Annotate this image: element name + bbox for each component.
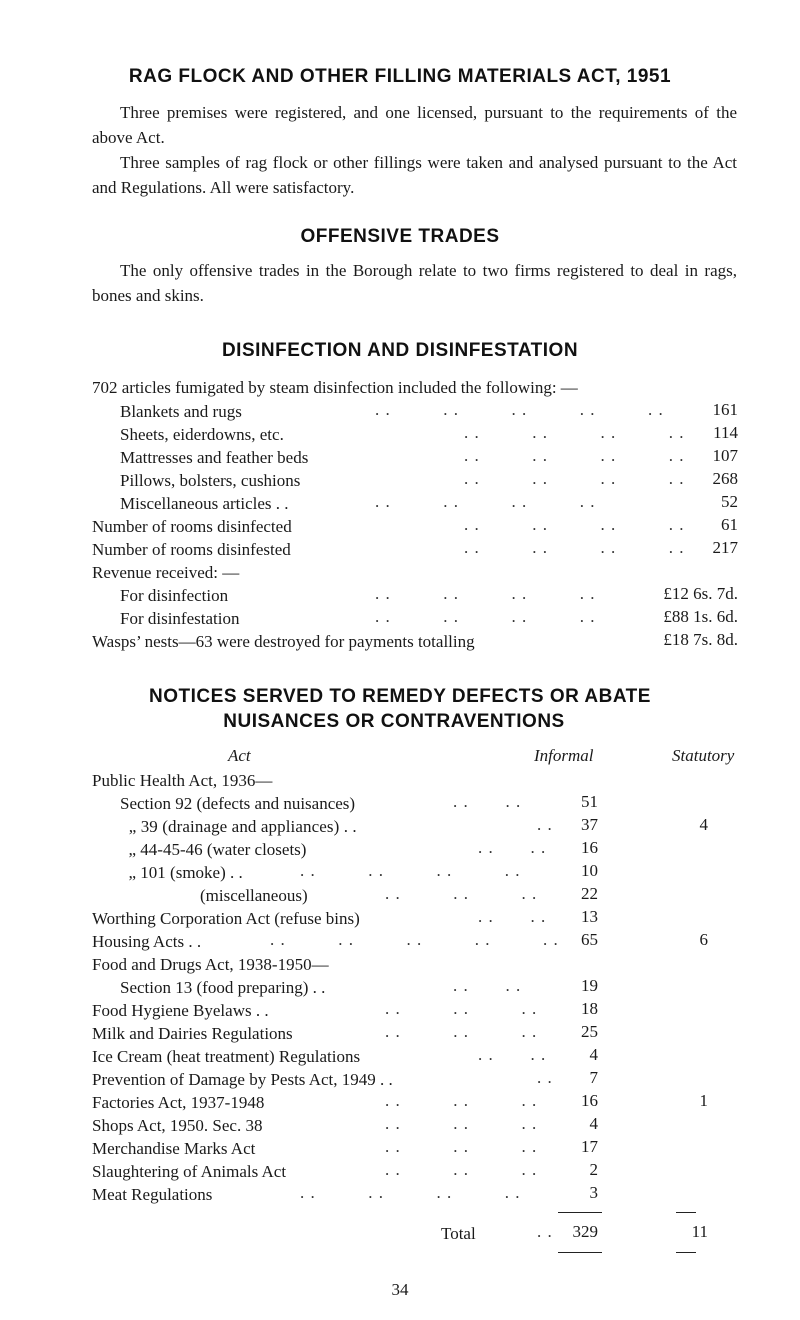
table-row-act: Worthing Corporation Act (refuse bins): [92, 909, 360, 928]
article-value: 107: [712, 446, 738, 465]
page-number: 34: [391, 1280, 409, 1299]
table-row-act: Merchandise Marks Act: [92, 1139, 256, 1158]
table-row-statutory: 6: [699, 930, 708, 949]
leader-dots: . . . .: [478, 1045, 547, 1064]
statutory-rule-top: [676, 1212, 696, 1213]
leader-dots: . . . . . . . .: [464, 446, 685, 465]
informal-rule-bottom: [558, 1252, 602, 1253]
table-row-informal: 17: [581, 1137, 598, 1156]
col-act-header: Act: [228, 746, 251, 765]
revenue-item-label: For disinfection: [120, 586, 229, 605]
leader-dots: . . . . . .: [385, 1137, 538, 1156]
table-row-informal: 51: [581, 792, 598, 811]
table-row-informal: 4: [589, 1114, 598, 1133]
informal-rule-top: [558, 1212, 602, 1213]
table-row-informal: 25: [581, 1022, 598, 1041]
article-label: Mattresses and feather beds: [120, 448, 309, 467]
table-row-act: [120, 815, 357, 838]
table-row-statutory: 1: [699, 1091, 708, 1110]
rag-flock-text: [92, 100, 737, 200]
statutory-rule-bottom: [676, 1252, 696, 1253]
table-row-informal: 65: [581, 930, 598, 949]
table-row-informal: 13: [581, 907, 598, 926]
offensive-trades-paragraph: The only offensive trades in the Borough relate to two firms registered to deal in rags, bones and skins.: [92, 261, 737, 305]
wasps-value: £18 7s. 8d.: [663, 630, 738, 649]
offensive-trades-heading: OFFENSIVE TRADES: [300, 226, 500, 247]
total-statutory: 11: [691, 1222, 708, 1241]
table-row-informal: 3: [589, 1183, 598, 1202]
rag-flock-heading: RAG FLOCK AND OTHER FILLING MATERIALS ACT, 1951: [128, 66, 672, 87]
leader-dots: . . . . . .: [385, 1114, 538, 1133]
article-label: Pillows, bolsters, cushions: [120, 471, 301, 490]
leader-dots: . . . .: [478, 907, 547, 926]
table-row-statutory: 4: [699, 815, 708, 834]
leader-dots: . . . . . .: [385, 1091, 538, 1110]
table-row-informal: 2: [589, 1160, 598, 1179]
table-row-informal: 37: [581, 815, 598, 834]
table-row-informal: 16: [581, 1091, 598, 1110]
notices-heading-line2: NUISANCES OR CONTRAVENTIONS: [223, 711, 565, 732]
disinfection-intro: 702 articles fumigated by steam disinfection included the following: —: [92, 378, 578, 397]
table-row-act-text: „ 101 (smoke) . .: [128, 863, 243, 882]
leader-dots: . .: [537, 815, 553, 834]
table-row-informal: 4: [589, 1045, 598, 1064]
table-row-informal: 10: [581, 861, 598, 880]
table-row-act: Prevention of Damage by Pests Act, 1949 . .: [92, 1070, 393, 1089]
rag-flock-paragraph-2: Three samples of rag flock or other fillings were taken and analysed pursuant to the Act and Regulations. All were satisfactory.: [92, 153, 737, 197]
rag-flock-paragraph-1: Three premises were registered, and one licensed, pursuant to the requirements of the above Act.: [92, 103, 737, 147]
table-row-act: Milk and Dairies Regulations: [92, 1024, 293, 1043]
table-row-act: Housing Acts . .: [92, 932, 202, 951]
article-value: 161: [712, 400, 738, 419]
article-label: Blankets and rugs: [120, 402, 242, 421]
leader-dots: . . . . . . . . . .: [375, 400, 664, 419]
leader-dots: . . . .: [478, 838, 547, 857]
rooms-value: 61: [721, 515, 738, 534]
leader-dots: . . . . . . . .: [464, 538, 685, 557]
table-row-informal: 18: [581, 999, 598, 1018]
leader-dots: . . . . . . . .: [300, 861, 521, 880]
total-label: Total: [441, 1224, 476, 1243]
article-value: 114: [713, 423, 738, 442]
leader-dots: . . . . . .: [385, 999, 538, 1018]
table-row-act: [120, 838, 306, 861]
table-row-informal: 16: [581, 838, 598, 857]
article-value: 52: [721, 492, 738, 511]
leader-dots: . .: [537, 1222, 553, 1241]
table-row-act: Slaughtering of Animals Act: [92, 1162, 287, 1181]
leader-dots: . . . .: [453, 792, 522, 811]
leader-dots: . . . . . . . .: [300, 1183, 521, 1202]
leader-dots: . . . . . . . .: [375, 607, 596, 626]
revenue-item-label: For disinfestation: [120, 609, 240, 628]
leader-dots: . . . . . . . . . .: [270, 930, 559, 949]
table-row-act: (miscellaneous): [200, 886, 308, 905]
rooms-label: Number of rooms disinfested: [92, 540, 291, 559]
table-row-informal: 22: [581, 884, 598, 903]
table-row-informal: 7: [589, 1068, 598, 1087]
table-row-act: Ice Cream (heat treatment) Regulations: [92, 1047, 361, 1066]
table-row-act: Shops Act, 1950. Sec. 38: [92, 1116, 263, 1135]
table-row-act: Section 13 (food preparing) . .: [120, 978, 326, 997]
leader-dots: . . . . . . . .: [375, 492, 596, 511]
leader-dots: . . . . . . . .: [464, 423, 685, 442]
disinfection-heading: DISINFECTION AND DISINFESTATION: [221, 340, 579, 361]
leader-dots: . . . . . . . .: [375, 584, 596, 603]
revenue-label: Revenue received: —: [92, 563, 240, 582]
table-row-act: Food Hygiene Byelaws . .: [92, 1001, 269, 1020]
leader-dots: . . . . . .: [385, 1160, 538, 1179]
table-row-act: [120, 861, 243, 884]
table-row-act: Meat Regulations: [92, 1185, 213, 1204]
table-row-act-text: „ 39 (drainage and appliances) . .: [128, 817, 357, 836]
article-value: 268: [712, 469, 738, 488]
total-informal: 329: [572, 1222, 598, 1241]
leader-dots: . . . .: [453, 976, 522, 995]
article-label: Sheets, eiderdowns, etc.: [120, 425, 284, 444]
col-statutory-header: Statutory: [672, 746, 735, 765]
leader-dots: . .: [537, 1068, 553, 1087]
col-informal-header: Informal: [534, 746, 594, 765]
revenue-item-value: £88 1s. 6d.: [663, 607, 738, 626]
notices-heading-line1: NOTICES SERVED TO REMEDY DEFECTS OR ABATE: [149, 686, 651, 707]
leader-dots: . . . . . . . .: [464, 469, 685, 488]
table-row-act-text: „ 44-45-46 (water closets): [128, 840, 307, 859]
table-row-act: Food and Drugs Act, 1938-1950—: [92, 955, 329, 974]
rooms-label: Number of rooms disinfected: [92, 517, 292, 536]
wasps-label: Wasps’ nests—63 were destroyed for payments totalling: [92, 632, 475, 651]
table-row-act: Factories Act, 1937-1948: [92, 1093, 265, 1112]
table-row-act: Section 92 (defects and nuisances): [120, 794, 356, 813]
rooms-value: 217: [712, 538, 738, 557]
offensive-trades-text: [92, 258, 737, 308]
revenue-item-value: £12 6s. 7d.: [663, 584, 738, 603]
article-label: Miscellaneous articles . .: [120, 494, 289, 513]
leader-dots: . . . . . . . .: [464, 515, 685, 534]
leader-dots: . . . . . .: [385, 1022, 538, 1041]
leader-dots: . . . . . .: [385, 884, 538, 903]
table-row-act: Public Health Act, 1936—: [92, 771, 273, 790]
table-row-informal: 19: [581, 976, 598, 995]
